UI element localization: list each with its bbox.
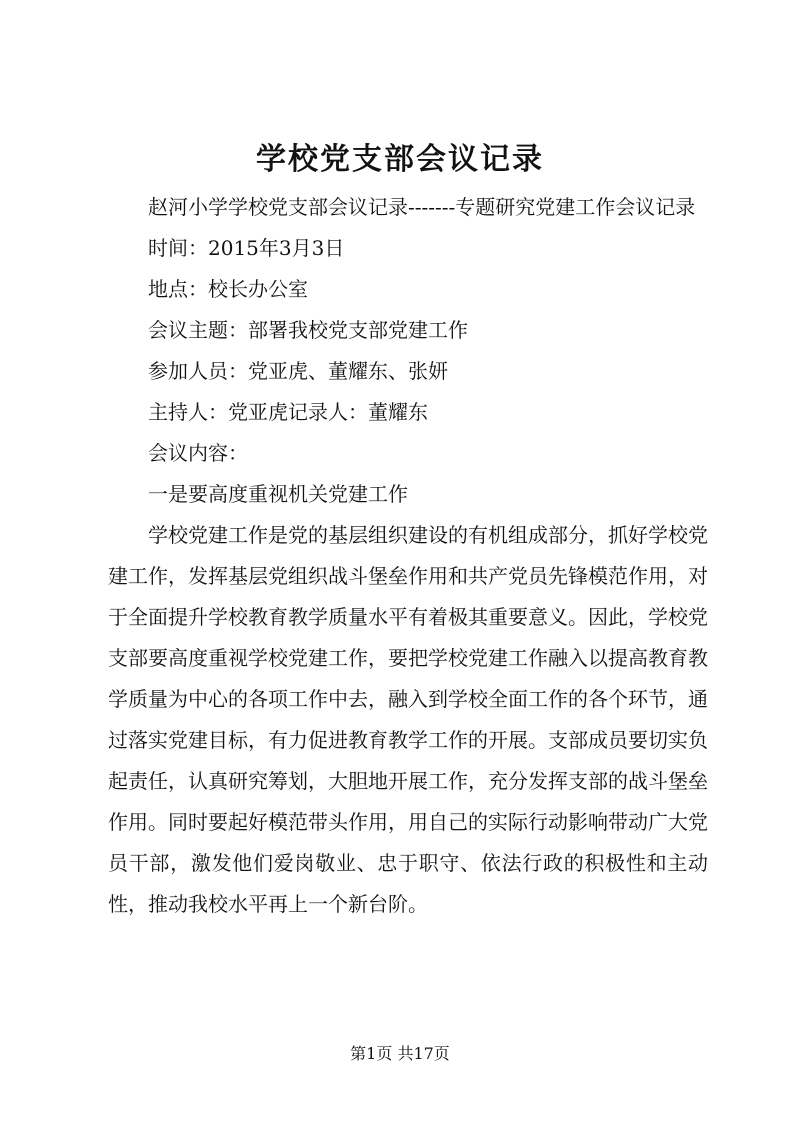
paragraph-attendees: 参加人员：党亚虎、董耀东、张妍: [148, 359, 448, 383]
paragraph-section-heading: 一是要高度重视机关党建工作: [148, 482, 408, 506]
document-body: [108, 187, 708, 925]
paragraph-time: 时间：2015年3月3日: [148, 236, 345, 260]
paragraph-intro: 赵河小学学校党支部会议记录-------专题研究党建工作会议记录: [148, 195, 696, 219]
paragraph-location: 地点：校长办公室: [148, 277, 308, 301]
document-title: 学校党支部会议记录: [256, 142, 544, 177]
paragraph-topic: 会议主题：部署我校党支部党建工作: [148, 318, 468, 342]
paragraph-main-text: 学校党建工作是党的基层组织建设的有机组成部分，抓好学校党建工作，发挥基层党组织战斗堡垒作用和共产党员先锋模范作用，对于全面提升学校教育教学质量水平有着极其重要意义。因此，学校党支部要高度重视学校党建工作，要把学校党建工作融入以提高教育教学质量为中心的各项工作中去，融入到学校全面工作的各个环节，通过落实党建目标，有力促进教育教学工作的开展。支部成员要切实负起责任，认真研究筹划，大胆地开展工作，充分发挥支部的战斗堡垒作用。同时要起好模范带头作用，用自己的实际行动影响带动广大党员干部，激发他们爱岗敬业、忠于职守、依法行政的积极性和主动性，推动我校水平再上一个新台阶。: [108, 523, 708, 916]
paragraph-content-label: 会议内容：: [148, 441, 248, 465]
page-footer: 第1页 共17页: [350, 1044, 450, 1063]
paragraph-host-recorder: 主持人：党亚虎记录人：董耀东: [148, 400, 428, 424]
